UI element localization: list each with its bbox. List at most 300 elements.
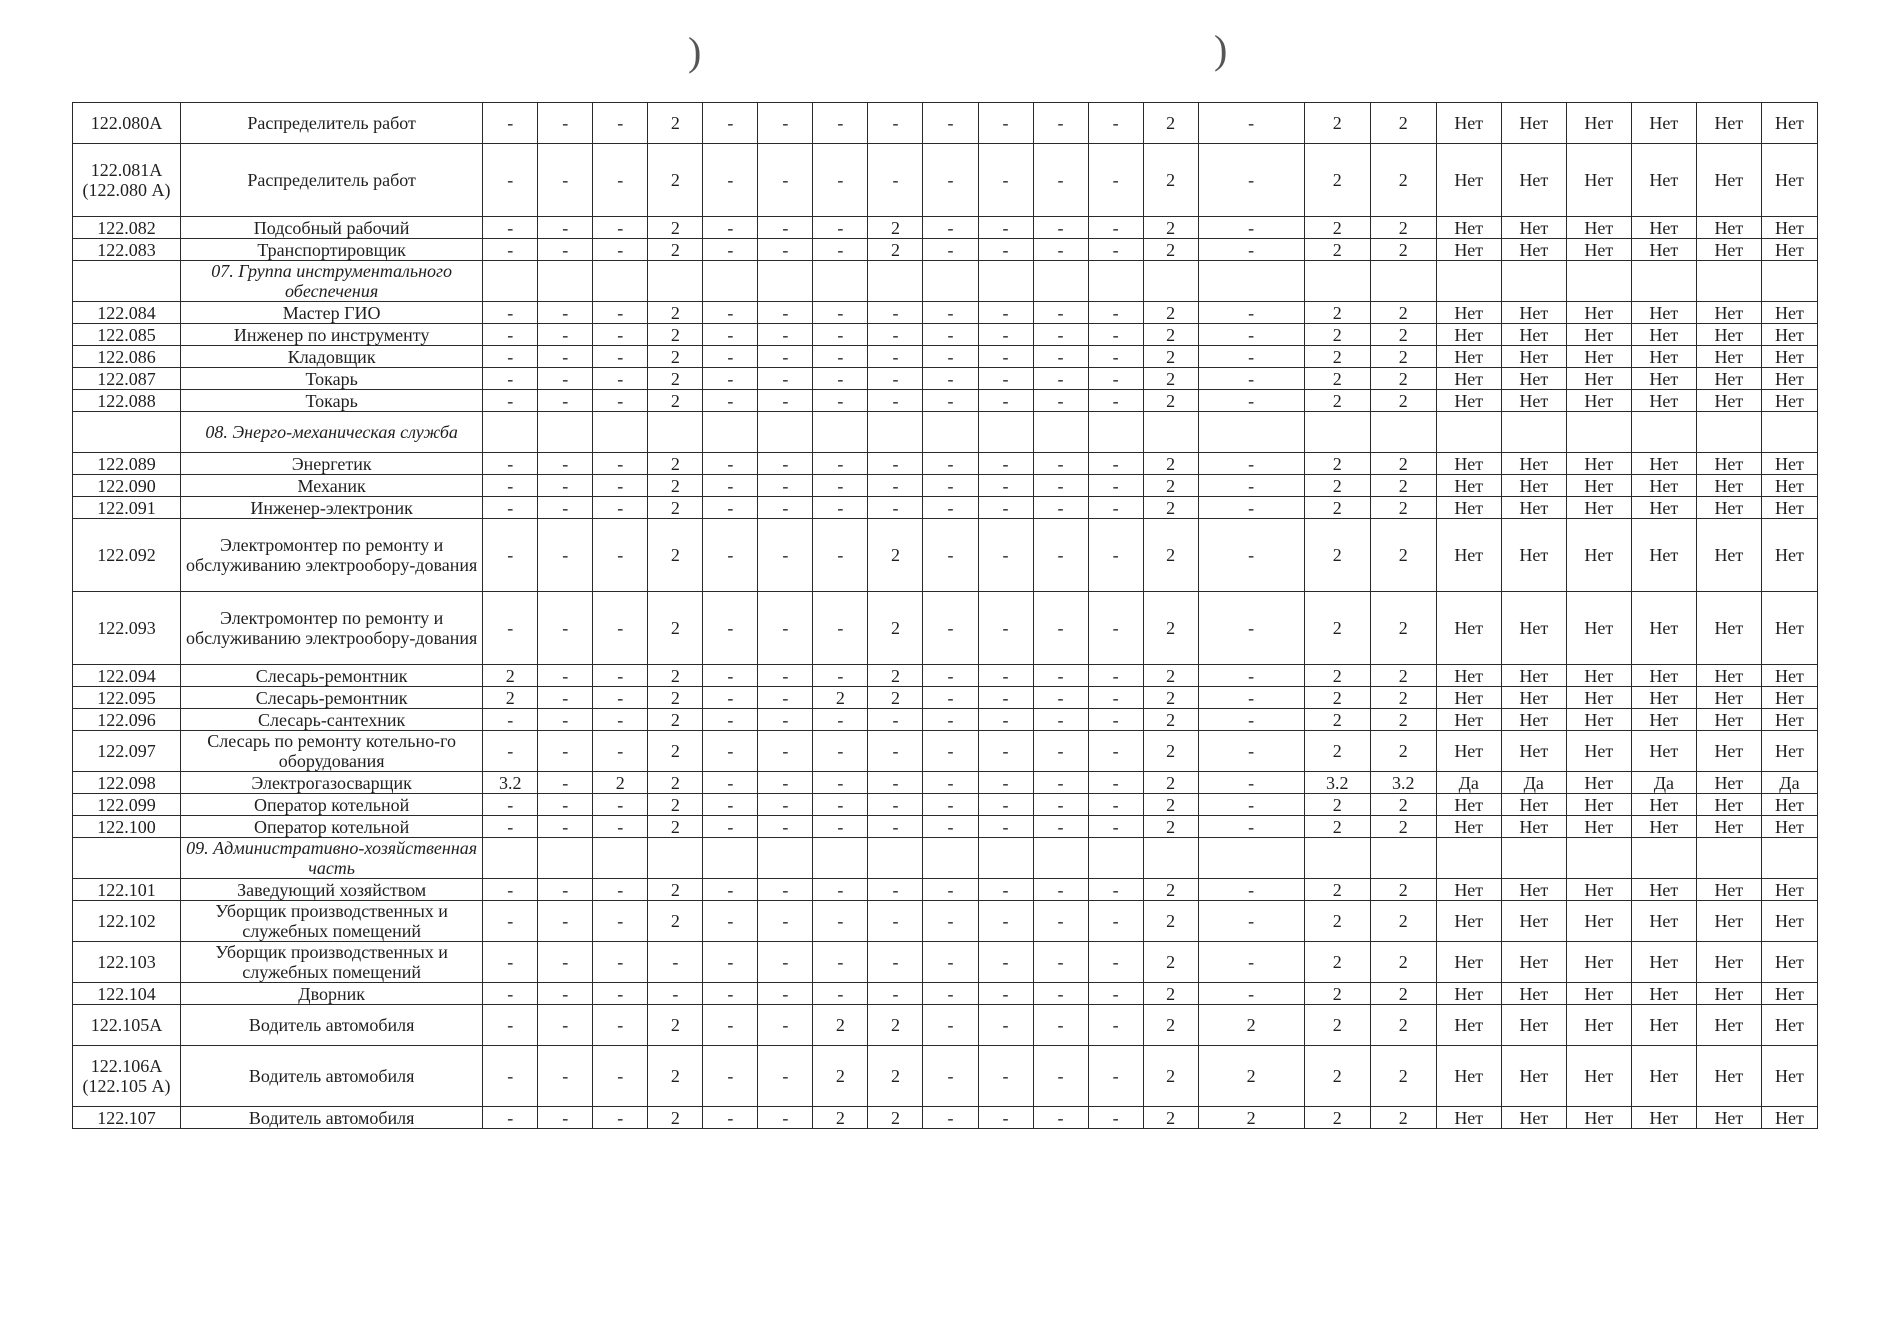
cell-value: 2 xyxy=(868,687,923,709)
cell-value: 2 xyxy=(648,324,703,346)
cell-value: - xyxy=(703,497,758,519)
cell-value: 2 xyxy=(1370,1107,1436,1129)
cell-value: 2 xyxy=(1304,453,1370,475)
cell-value: - xyxy=(538,901,593,942)
cell-value: - xyxy=(978,1005,1033,1046)
cell-value: - xyxy=(538,687,593,709)
table-row xyxy=(73,368,1818,390)
cell-value: Нет xyxy=(1566,497,1631,519)
cell-value xyxy=(978,261,1033,302)
cell-code: 122.092 xyxy=(73,519,181,592)
cell-value: - xyxy=(1088,709,1143,731)
cell-value: - xyxy=(593,665,648,687)
cell-value: - xyxy=(593,368,648,390)
cell-value: 2 xyxy=(1143,592,1198,665)
cell-code: 122.084 xyxy=(73,302,181,324)
cell-value: - xyxy=(1198,519,1304,592)
cell-value: Нет xyxy=(1566,1046,1631,1107)
cell-position-name: Слесарь-сантехник xyxy=(181,709,483,731)
cell-code: 122.097 xyxy=(73,731,181,772)
cell-value: - xyxy=(923,346,978,368)
cell-value xyxy=(538,838,593,879)
cell-value: Нет xyxy=(1501,901,1566,942)
table-row xyxy=(73,942,1818,983)
cell-value: Нет xyxy=(1761,592,1817,665)
cell-value: - xyxy=(703,709,758,731)
cell-value: 2 xyxy=(868,239,923,261)
cell-value: Нет xyxy=(1761,1107,1817,1129)
cell-value: - xyxy=(593,475,648,497)
cell-value: - xyxy=(1088,1046,1143,1107)
cell-value: - xyxy=(758,453,813,475)
cell-value: - xyxy=(1198,901,1304,942)
cell-value: Нет xyxy=(1761,519,1817,592)
cell-value: Нет xyxy=(1436,368,1501,390)
cell-value: - xyxy=(538,453,593,475)
cell-value: Нет xyxy=(1631,1046,1696,1107)
cell-value: - xyxy=(538,1046,593,1107)
cell-value: - xyxy=(483,324,538,346)
cell-value: - xyxy=(813,144,868,217)
cell-value: - xyxy=(593,453,648,475)
cell-value: - xyxy=(593,103,648,144)
cell-value: - xyxy=(758,709,813,731)
cell-value: 2 xyxy=(1143,687,1198,709)
cell-value: - xyxy=(483,475,538,497)
cell-value: 2 xyxy=(868,665,923,687)
cell-value: Нет xyxy=(1631,592,1696,665)
cell-value: Нет xyxy=(1631,687,1696,709)
cell-value: - xyxy=(538,497,593,519)
cell-value: 2 xyxy=(1304,346,1370,368)
cell-value: - xyxy=(538,665,593,687)
cell-value: - xyxy=(813,368,868,390)
cell-value: Нет xyxy=(1696,592,1761,665)
cell-value: - xyxy=(1088,879,1143,901)
cell-value: - xyxy=(868,772,923,794)
cell-code: 122.080А xyxy=(73,103,181,144)
cell-value: 2 xyxy=(1370,453,1436,475)
cell-value: 2 xyxy=(648,302,703,324)
cell-value: 2 xyxy=(1370,346,1436,368)
cell-value: Нет xyxy=(1501,942,1566,983)
cell-value: - xyxy=(703,816,758,838)
cell-value: 2 xyxy=(1370,217,1436,239)
cell-value: - xyxy=(1088,475,1143,497)
cell-value: - xyxy=(1088,983,1143,1005)
cell-value: - xyxy=(1088,772,1143,794)
cell-value: Нет xyxy=(1436,217,1501,239)
cell-value: - xyxy=(1033,475,1088,497)
cell-position-name: Электромонтер по ремонту и обслуживанию электрообору-дования xyxy=(181,519,483,592)
cell-value: Нет xyxy=(1696,983,1761,1005)
cell-value: - xyxy=(1033,709,1088,731)
cell-value: Нет xyxy=(1761,942,1817,983)
cell-value: - xyxy=(483,592,538,665)
cell-value: - xyxy=(593,217,648,239)
table-row xyxy=(73,709,1818,731)
cell-value: - xyxy=(923,390,978,412)
cell-value: - xyxy=(593,239,648,261)
cell-value: 3.2 xyxy=(483,772,538,794)
cell-value: Нет xyxy=(1436,1005,1501,1046)
cell-value: 2 xyxy=(868,217,923,239)
cell-value: - xyxy=(593,687,648,709)
cell-value: - xyxy=(703,879,758,901)
cell-value: Нет xyxy=(1631,519,1696,592)
cell-value: Нет xyxy=(1566,324,1631,346)
page-mark-right: ) xyxy=(1214,27,1228,72)
cell-value: 2 xyxy=(483,687,538,709)
cell-value: - xyxy=(1198,497,1304,519)
cell-value: Нет xyxy=(1696,942,1761,983)
cell-value: 2 xyxy=(1143,709,1198,731)
cell-value: - xyxy=(593,302,648,324)
cell-value xyxy=(593,261,648,302)
cell-value: Нет xyxy=(1566,144,1631,217)
cell-value: - xyxy=(1088,217,1143,239)
cell-value: - xyxy=(978,302,1033,324)
cell-value: 2 xyxy=(1143,519,1198,592)
cell-value: Нет xyxy=(1631,453,1696,475)
cell-code: 122.088 xyxy=(73,390,181,412)
cell-value: - xyxy=(593,390,648,412)
cell-value: - xyxy=(813,324,868,346)
cell-value: 2 xyxy=(648,475,703,497)
cell-value: Нет xyxy=(1631,239,1696,261)
table-row xyxy=(73,1046,1818,1107)
cell-value: Нет xyxy=(1761,497,1817,519)
cell-value: 2 xyxy=(1304,1046,1370,1107)
cell-value: 2 xyxy=(813,1005,868,1046)
cell-code xyxy=(73,838,181,879)
cell-value: - xyxy=(978,346,1033,368)
cell-value: 2 xyxy=(1370,942,1436,983)
table-row xyxy=(73,665,1818,687)
cell-value xyxy=(758,261,813,302)
cell-value: - xyxy=(978,217,1033,239)
cell-value: - xyxy=(1088,390,1143,412)
cell-value xyxy=(868,412,923,453)
cell-value: Нет xyxy=(1761,475,1817,497)
cell-value: Нет xyxy=(1566,592,1631,665)
cell-value: 2 xyxy=(1370,665,1436,687)
cell-value: - xyxy=(923,217,978,239)
cell-value: - xyxy=(538,324,593,346)
cell-value: - xyxy=(868,144,923,217)
cell-value: Нет xyxy=(1631,794,1696,816)
cell-value: Нет xyxy=(1696,453,1761,475)
cell-value: - xyxy=(703,794,758,816)
cell-value: Нет xyxy=(1696,731,1761,772)
cell-value: 2 xyxy=(648,217,703,239)
cell-value: Нет xyxy=(1761,453,1817,475)
cell-section-title: 09. Административно-хозяйственная часть xyxy=(181,838,483,879)
cell-position-name: Токарь xyxy=(181,390,483,412)
cell-value: Нет xyxy=(1566,346,1631,368)
cell-value: - xyxy=(923,453,978,475)
cell-value: - xyxy=(978,942,1033,983)
cell-value: 2 xyxy=(1143,1005,1198,1046)
cell-value: - xyxy=(1088,302,1143,324)
cell-value: - xyxy=(868,794,923,816)
cell-value: - xyxy=(1198,772,1304,794)
table-row xyxy=(73,217,1818,239)
cell-value: Нет xyxy=(1501,731,1566,772)
cell-value: Нет xyxy=(1696,879,1761,901)
table-row xyxy=(73,794,1818,816)
cell-value: 2 xyxy=(1143,942,1198,983)
cell-value: Нет xyxy=(1696,519,1761,592)
cell-value: 2 xyxy=(648,390,703,412)
cell-value: - xyxy=(813,497,868,519)
cell-value: - xyxy=(593,709,648,731)
cell-value: - xyxy=(703,346,758,368)
cell-value: 2 xyxy=(1370,983,1436,1005)
cell-value: Нет xyxy=(1696,816,1761,838)
cell-value: - xyxy=(923,901,978,942)
cell-value: - xyxy=(758,983,813,1005)
cell-value: 2 xyxy=(1304,368,1370,390)
cell-value: Нет xyxy=(1631,901,1696,942)
cell-value: - xyxy=(1033,1046,1088,1107)
table-row xyxy=(73,346,1818,368)
cell-value: Нет xyxy=(1501,302,1566,324)
cell-value: Да xyxy=(1631,772,1696,794)
cell-value: 2 xyxy=(1143,475,1198,497)
cell-value: - xyxy=(483,942,538,983)
cell-value: Нет xyxy=(1761,1046,1817,1107)
cell-value: - xyxy=(648,942,703,983)
cell-value: Нет xyxy=(1631,302,1696,324)
cell-value: - xyxy=(813,731,868,772)
cell-value: - xyxy=(538,592,593,665)
cell-value: - xyxy=(758,368,813,390)
cell-value: Нет xyxy=(1696,497,1761,519)
cell-value: 2 xyxy=(1304,390,1370,412)
cell-value xyxy=(1370,838,1436,879)
cell-value: - xyxy=(923,497,978,519)
cell-value: Нет xyxy=(1566,453,1631,475)
cell-value: - xyxy=(1033,368,1088,390)
cell-value: - xyxy=(758,687,813,709)
cell-value: Нет xyxy=(1696,302,1761,324)
cell-value: - xyxy=(703,239,758,261)
cell-value: - xyxy=(538,1107,593,1129)
cell-code: 122.089 xyxy=(73,453,181,475)
cell-value: - xyxy=(1198,302,1304,324)
cell-value: 2 xyxy=(1304,592,1370,665)
cell-value: 2 xyxy=(1370,144,1436,217)
cell-value xyxy=(1631,838,1696,879)
cell-value xyxy=(923,261,978,302)
cell-value: - xyxy=(1198,879,1304,901)
cell-position-name: Слесарь-ремонтник xyxy=(181,665,483,687)
cell-value xyxy=(1566,838,1631,879)
cell-value: - xyxy=(1198,144,1304,217)
cell-value: 2 xyxy=(648,772,703,794)
cell-value xyxy=(1436,261,1501,302)
cell-value: Нет xyxy=(1696,794,1761,816)
cell-value: - xyxy=(813,665,868,687)
cell-value: Нет xyxy=(1631,324,1696,346)
cell-value: 2 xyxy=(648,592,703,665)
table-row xyxy=(73,687,1818,709)
cell-value: 2 xyxy=(1304,519,1370,592)
cell-value: Нет xyxy=(1501,1107,1566,1129)
cell-value: 2 xyxy=(1304,475,1370,497)
cell-value: 2 xyxy=(1370,390,1436,412)
cell-value: 2 xyxy=(813,1107,868,1129)
cell-value: - xyxy=(538,103,593,144)
cell-value xyxy=(1033,261,1088,302)
cell-code: 122.102 xyxy=(73,901,181,942)
cell-value: - xyxy=(593,144,648,217)
table-row xyxy=(73,475,1818,497)
cell-value: - xyxy=(923,1005,978,1046)
table-row xyxy=(73,772,1818,794)
cell-value: - xyxy=(978,983,1033,1005)
cell-value: 2 xyxy=(648,1046,703,1107)
cell-value: - xyxy=(1198,983,1304,1005)
cell-value: 2 xyxy=(813,687,868,709)
cell-value: - xyxy=(703,368,758,390)
cell-value: - xyxy=(1198,453,1304,475)
table-row xyxy=(73,592,1818,665)
cell-value: - xyxy=(758,879,813,901)
cell-value xyxy=(1761,412,1817,453)
cell-value: 2 xyxy=(648,519,703,592)
cell-value: - xyxy=(1198,239,1304,261)
cell-value: Нет xyxy=(1761,144,1817,217)
cell-value: - xyxy=(703,1046,758,1107)
cell-value: - xyxy=(1088,687,1143,709)
cell-value: 2 xyxy=(648,1107,703,1129)
cell-value: - xyxy=(813,592,868,665)
cell-code: 122.091 xyxy=(73,497,181,519)
cell-value: 2 xyxy=(1143,1107,1198,1129)
cell-value: 2 xyxy=(1143,239,1198,261)
cell-value xyxy=(1370,261,1436,302)
cell-value: Нет xyxy=(1566,103,1631,144)
cell-value xyxy=(978,412,1033,453)
cell-value: Нет xyxy=(1436,901,1501,942)
cell-code: 122.085 xyxy=(73,324,181,346)
cell-code: 122.103 xyxy=(73,942,181,983)
cell-value: Нет xyxy=(1631,475,1696,497)
cell-value: 2 xyxy=(1143,1046,1198,1107)
cell-value: - xyxy=(1198,592,1304,665)
cell-value: Нет xyxy=(1631,983,1696,1005)
cell-value: Нет xyxy=(1566,1107,1631,1129)
cell-section-title: 07. Группа инструментального обеспечения xyxy=(181,261,483,302)
cell-value: 2 xyxy=(648,709,703,731)
cell-value: Нет xyxy=(1501,687,1566,709)
cell-value: - xyxy=(978,519,1033,592)
cell-value: Нет xyxy=(1566,1005,1631,1046)
cell-value xyxy=(593,838,648,879)
cell-value: Нет xyxy=(1761,346,1817,368)
cell-value: 2 xyxy=(1370,1046,1436,1107)
cell-value xyxy=(1761,838,1817,879)
cell-value: - xyxy=(758,346,813,368)
cell-value: Нет xyxy=(1696,475,1761,497)
cell-value: 2 xyxy=(1304,687,1370,709)
cell-value xyxy=(1436,412,1501,453)
cell-value: - xyxy=(483,901,538,942)
cell-value: - xyxy=(703,324,758,346)
cell-code: 122.094 xyxy=(73,665,181,687)
cell-value xyxy=(1631,412,1696,453)
cell-value: - xyxy=(978,709,1033,731)
cell-value: - xyxy=(868,103,923,144)
cell-value: - xyxy=(978,497,1033,519)
cell-value: Нет xyxy=(1436,519,1501,592)
cell-value xyxy=(1033,412,1088,453)
cell-value: - xyxy=(538,217,593,239)
cell-value: 2 xyxy=(1143,731,1198,772)
cell-value: - xyxy=(538,794,593,816)
cell-position-name: Мастер ГИО xyxy=(181,302,483,324)
cell-value: 2 xyxy=(648,346,703,368)
cell-value: Нет xyxy=(1501,983,1566,1005)
cell-value: 2 xyxy=(648,731,703,772)
cell-value: Нет xyxy=(1566,816,1631,838)
cell-value: 2 xyxy=(648,1005,703,1046)
cell-value: Нет xyxy=(1501,1005,1566,1046)
cell-value: 2 xyxy=(648,879,703,901)
cell-value: Нет xyxy=(1436,144,1501,217)
cell-value: - xyxy=(813,879,868,901)
cell-value: - xyxy=(978,901,1033,942)
cell-value: - xyxy=(703,453,758,475)
cell-value: 2 xyxy=(1370,731,1436,772)
cell-value: Нет xyxy=(1696,772,1761,794)
cell-value: - xyxy=(483,879,538,901)
cell-value: 2 xyxy=(1370,816,1436,838)
cell-value: 2 xyxy=(1143,103,1198,144)
cell-value: 2 xyxy=(1304,239,1370,261)
section-row xyxy=(73,838,1818,879)
cell-value: Нет xyxy=(1696,217,1761,239)
cell-value: Нет xyxy=(1761,983,1817,1005)
cell-value: Нет xyxy=(1566,368,1631,390)
cell-value: 2 xyxy=(1143,346,1198,368)
cell-position-name: Уборщик производственных и служебных помещений xyxy=(181,901,483,942)
cell-value xyxy=(538,412,593,453)
cell-value xyxy=(1761,261,1817,302)
cell-value: Да xyxy=(1501,772,1566,794)
cell-value: - xyxy=(483,816,538,838)
cell-value: 2 xyxy=(1143,901,1198,942)
table-row xyxy=(73,302,1818,324)
cell-value: Нет xyxy=(1696,1107,1761,1129)
cell-value: - xyxy=(1088,794,1143,816)
cell-value xyxy=(1566,261,1631,302)
cell-position-name: Электрогазосварщик xyxy=(181,772,483,794)
cell-value xyxy=(1304,261,1370,302)
cell-value: - xyxy=(1033,390,1088,412)
cell-value: Нет xyxy=(1696,144,1761,217)
cell-value: - xyxy=(483,497,538,519)
cell-value: 2 xyxy=(1370,709,1436,731)
cell-value xyxy=(923,838,978,879)
cell-value: Нет xyxy=(1566,942,1631,983)
cell-code: 122.107 xyxy=(73,1107,181,1129)
cell-value: - xyxy=(923,942,978,983)
cell-value: 2 xyxy=(1304,497,1370,519)
cell-position-name: Заведующий хозяйством xyxy=(181,879,483,901)
